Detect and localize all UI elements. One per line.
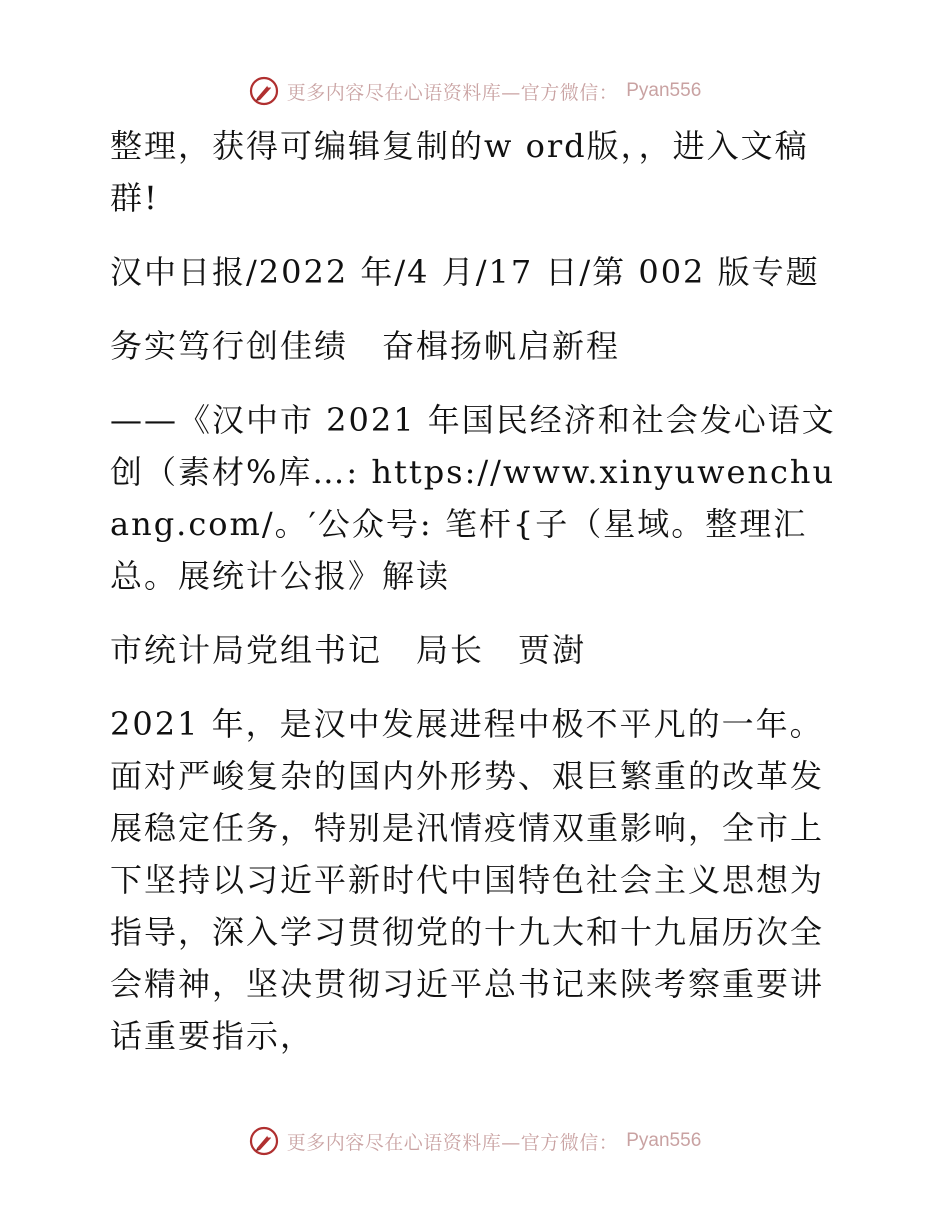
document-body <box>96 120 856 1084</box>
pen-logo-icon <box>249 76 279 106</box>
article-title: 务实笃行创佳绩 奋楫扬帆启新程 <box>110 327 621 365</box>
watermark-text: 更多内容尽在心语资料库—官方微信： <box>286 1131 619 1154</box>
pen-logo-icon <box>249 1126 279 1156</box>
body-paragraph: 2021 年，是汉中发展进程中极不平凡的一年。面对严峻复杂的国内外形势、艰巨繁重的改革发展稳定任务，特别是汛情疫情双重影响，全市上下坚持以习近平新时代中国特色社会主义思想为指导，深入学习贯彻党的十九大和十九届历次全会精神，坚决贯彻习近平总书记来陕考察重要讲话重要指示， <box>110 705 825 1055</box>
author-line: 市统计局党组书记 局长 贾澍 <box>110 631 587 669</box>
footer-watermark <box>0 1124 950 1158</box>
header-watermark <box>0 74 950 108</box>
watermark-account: Pyan556 <box>626 80 702 101</box>
intro-paragraph: 整理，获得可编辑复制的w ord版，，进入文稿群! <box>110 127 809 217</box>
article-subtitle: ——《汉中市 2021 年国民经济和社会发心语文创（素材%库…: https://www.xinyuwenchuang.com/。′公众号: 笔杆{子（星域。整理汇总。展统计公报》解读 <box>110 401 836 595</box>
source-line: 汉中日报/2022 年/4 月/17 日/第 002 版专题 <box>110 253 820 291</box>
watermark-account: Pyan556 <box>626 1130 702 1151</box>
watermark-text: 更多内容尽在心语资料库—官方微信： <box>286 81 619 104</box>
